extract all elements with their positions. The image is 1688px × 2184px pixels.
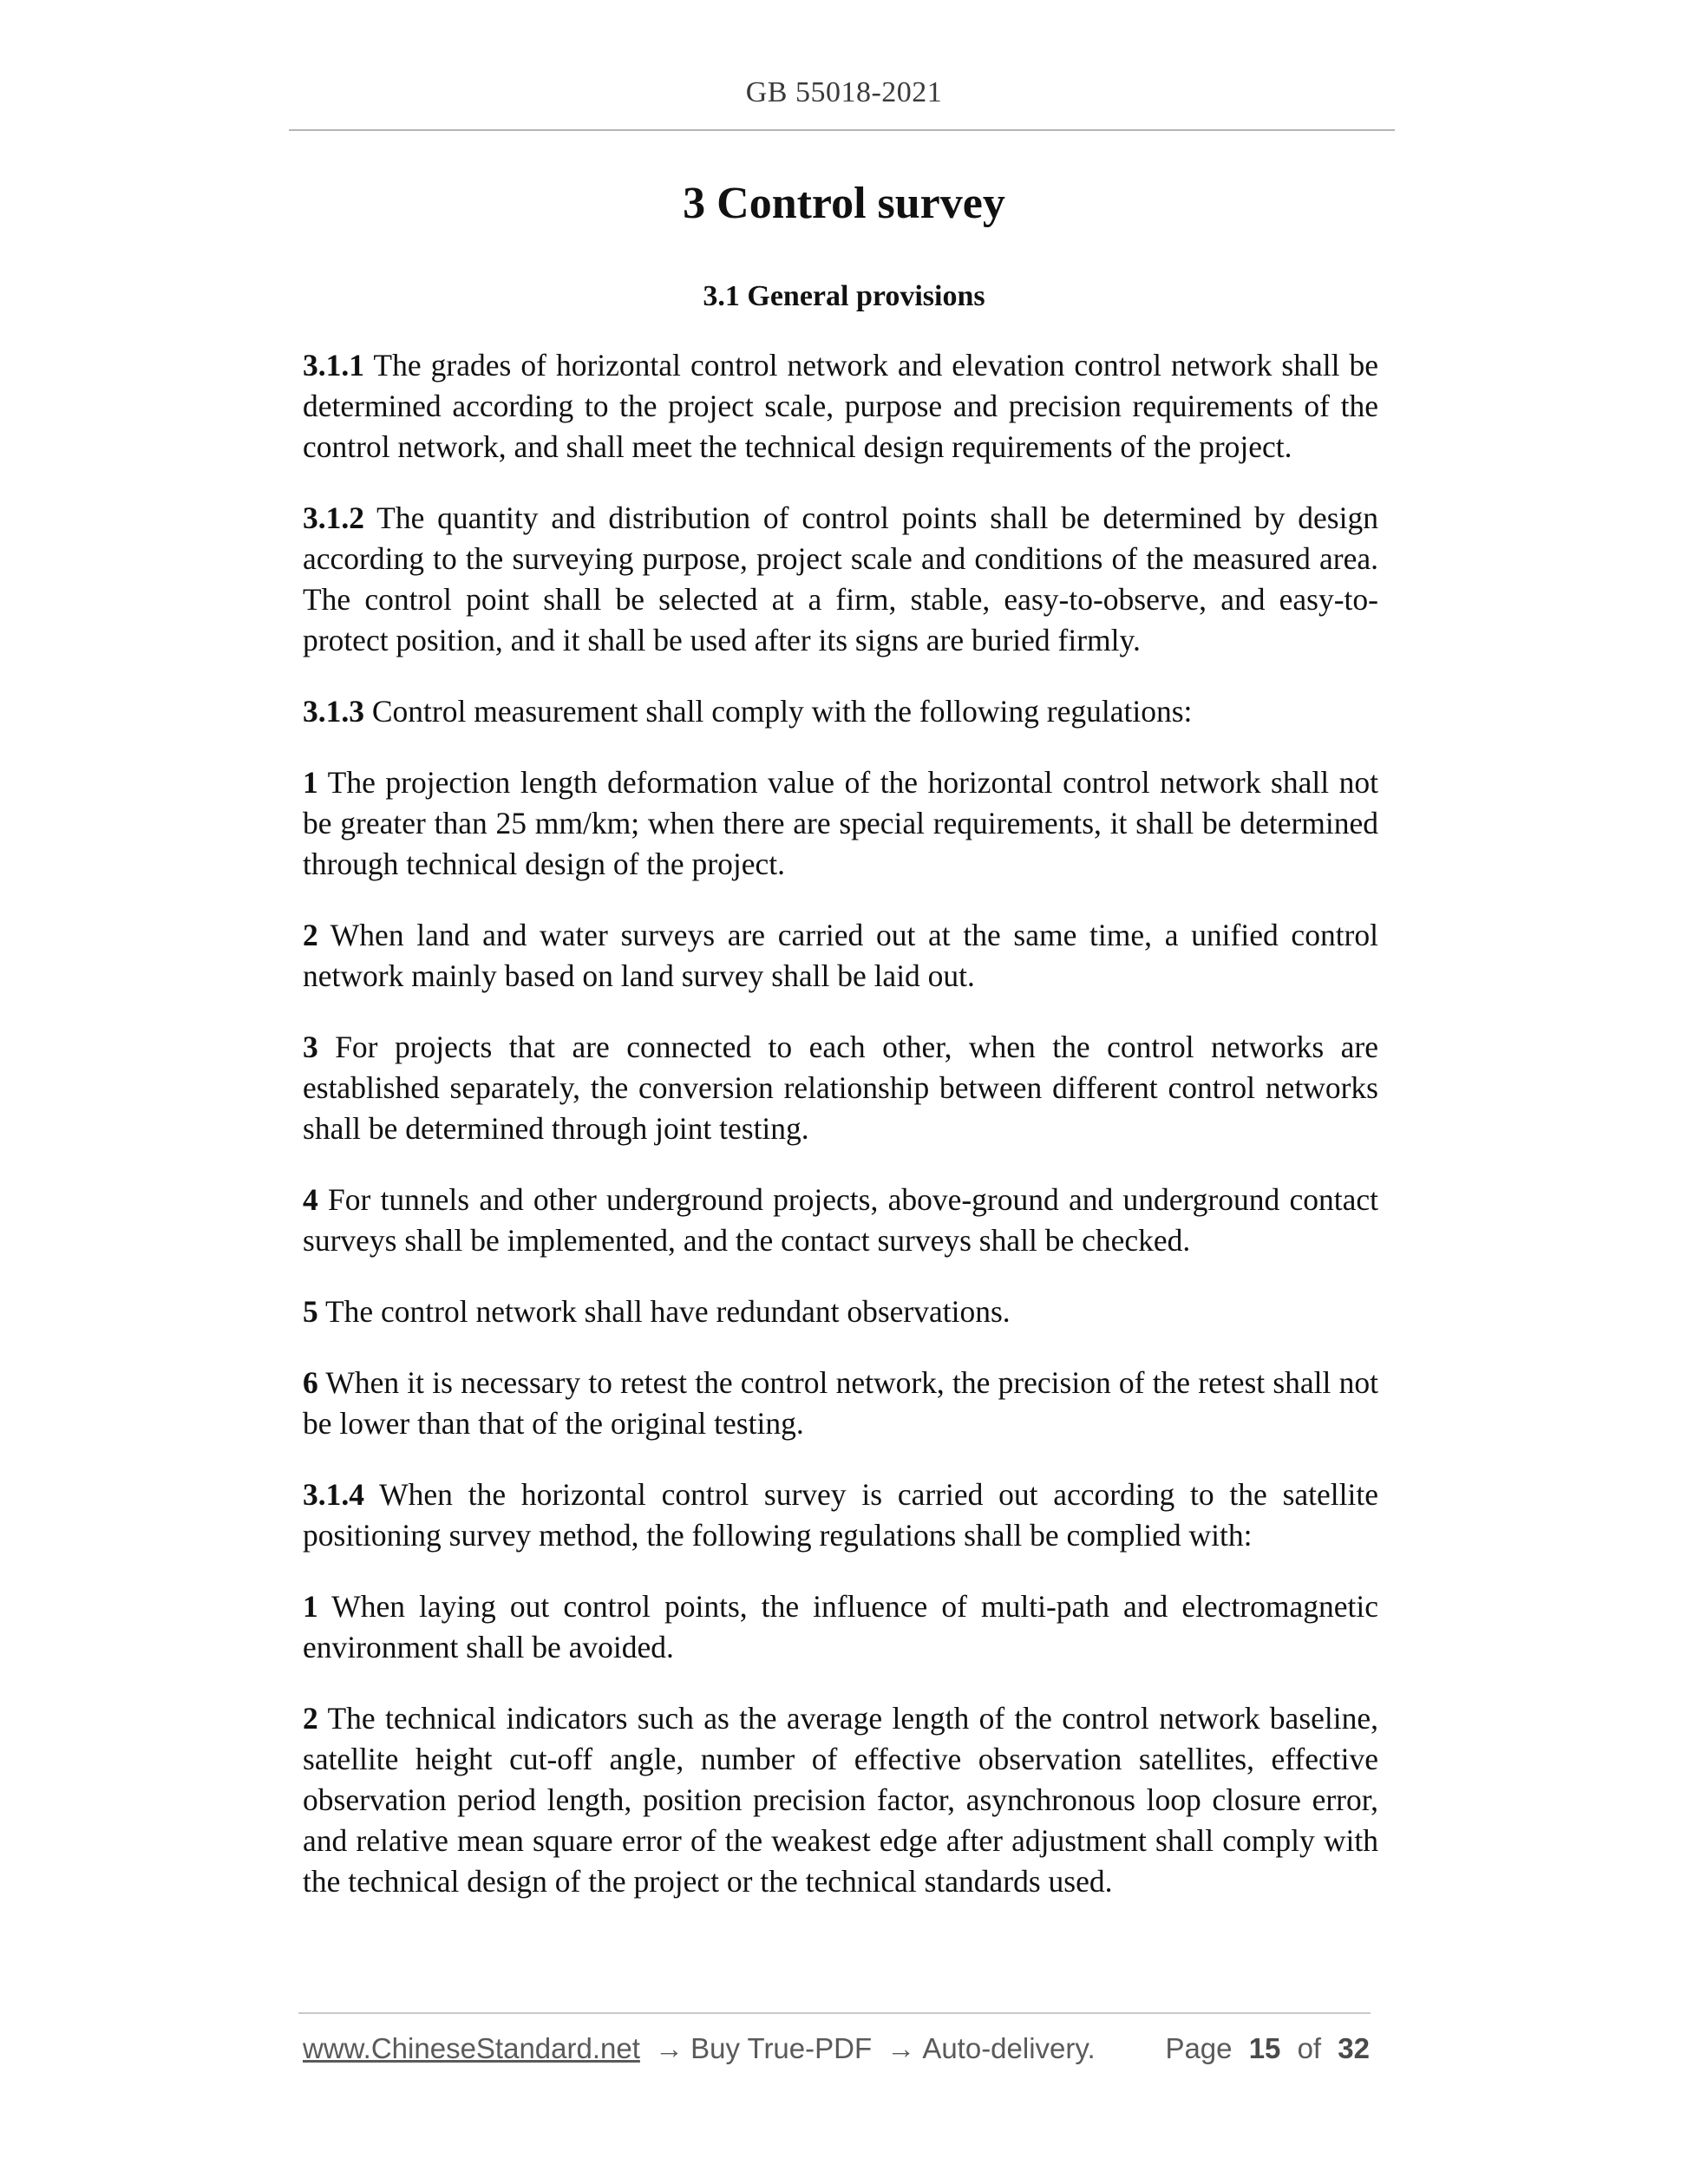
clause-3-1-2	[303, 498, 1378, 661]
page-current: 15	[1248, 2032, 1281, 2064]
item-text: For projects that are connected to each other, when the control networks are established separately, the conversion relationship between different control networks shall be determined through joint testing.	[303, 1030, 1378, 1146]
item-number: 6	[303, 1365, 318, 1400]
document-body	[303, 345, 1378, 1932]
arrow-right-icon: →	[655, 2032, 684, 2064]
clause-3-1-4	[303, 1475, 1378, 1556]
item-number: 4	[303, 1182, 318, 1217]
clause-number: 3.1.4	[303, 1477, 364, 1512]
page-total: 32	[1338, 2032, 1370, 2064]
item-number: 2	[303, 918, 318, 952]
clause-number: 3.1.2	[303, 500, 364, 535]
list-item-3-1-3-5	[303, 1291, 1378, 1332]
clause-3-1-3	[303, 691, 1378, 732]
list-item-3-1-3-2	[303, 915, 1378, 997]
list-item-3-1-3-6	[303, 1363, 1378, 1444]
item-number: 2	[303, 1701, 318, 1736]
list-item-3-1-4-2	[303, 1698, 1378, 1902]
page-indicator	[1165, 2030, 1370, 2068]
list-item-3-1-4-1	[303, 1586, 1378, 1668]
clause-text: The grades of horizontal control network and elevation control network shall be determined according to the project scale, purpose and precision requirements of the control network, and shall meet the technical design requirements of the project.	[303, 348, 1378, 464]
item-text: When laying out control points, the influence of multi-path and electromagnetic environment shall be avoided.	[303, 1589, 1378, 1664]
page-label: Page	[1165, 2032, 1233, 2064]
item-number: 1	[303, 765, 318, 800]
footer-promo	[303, 2030, 1096, 2068]
chinesestandard-link[interactable]: www.ChineseStandard.net	[303, 2032, 640, 2064]
of-label: of	[1297, 2032, 1322, 2064]
item-text: When land and water surveys are carried out at the same time, a unified control network mainly based on land survey shall be laid out.	[303, 918, 1378, 993]
clause-text: The quantity and distribution of control points shall be determined by design according to the surveying purpose, project scale and conditions of the measured area. The control point shall be selected at a firm, stable, easy-to-observe, and easy-to-protect position, and it shall be used after its signs are buried firmly.	[303, 500, 1378, 657]
list-item-3-1-3-3	[303, 1027, 1378, 1149]
clause-number: 3.1.1	[303, 348, 364, 383]
item-text: The control network shall have redundant observations.	[317, 1294, 1011, 1329]
item-text: For tunnels and other underground projects, above-ground and underground contact surveys shall be implemented, and the contact surveys shall be checked.	[303, 1182, 1378, 1258]
footer-divider	[298, 2012, 1371, 2014]
item-number: 1	[303, 1589, 318, 1624]
item-text: The projection length deformation value of the horizontal control network shall not be greater than 25 mm/km; when there are special requirements, it shall be determined through technical design of the project.	[303, 765, 1378, 881]
item-text: When it is necessary to retest the control network, the precision of the retest shall not be lower than that of the original testing.	[303, 1365, 1378, 1441]
section-title: 3.1 General provisions	[703, 280, 985, 312]
clause-text: When the horizontal control survey is carried out according to the satellite positioning survey method, the following regulations shall be complied with:	[303, 1477, 1378, 1553]
auto-delivery-text: Auto-delivery.	[922, 2032, 1096, 2064]
clause-number: 3.1.3	[303, 694, 364, 729]
chapter-title: 3 Control survey	[683, 179, 1005, 228]
clause-3-1-1	[303, 345, 1378, 468]
item-number: 5	[303, 1294, 318, 1329]
item-number: 3	[303, 1030, 318, 1064]
header-standard-code: GB 55018-2021	[745, 76, 943, 108]
buy-true-pdf-text: Buy True-PDF	[690, 2032, 873, 2064]
header-divider	[289, 129, 1395, 131]
list-item-3-1-3-4	[303, 1180, 1378, 1261]
arrow-right-icon: →	[887, 2032, 916, 2064]
item-text: The technical indicators such as the average length of the control network baseline, satellite height cut-off angle, number of effective observation satellites, effective observation period length, position precision factor, asynchronous loop closure error, and relative mean square error of the weakest edge after adjustment shall comply with the technical design of the project or the technical standards used.	[303, 1701, 1378, 1899]
clause-text: Control measurement shall comply with the following regulations:	[364, 694, 1193, 729]
list-item-3-1-3-1	[303, 762, 1378, 885]
